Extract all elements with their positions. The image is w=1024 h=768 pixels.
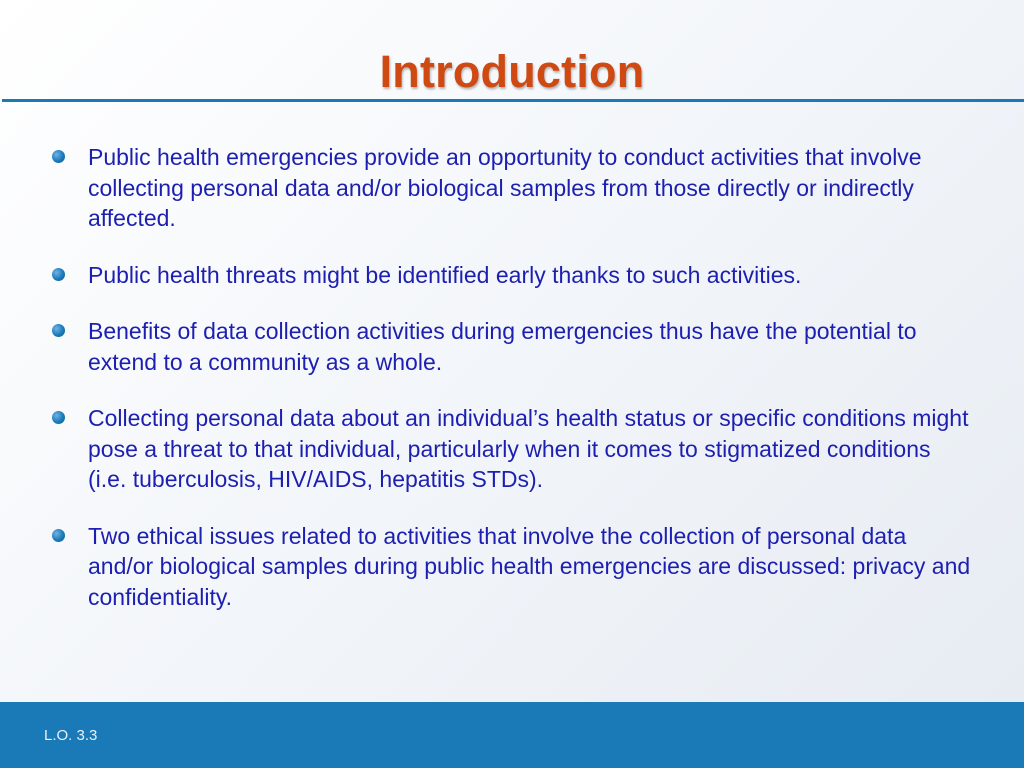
bullet-dot-icon	[52, 529, 65, 542]
bullet-dot-icon	[52, 411, 65, 424]
bullet-item	[52, 403, 972, 495]
bullet-text: Benefits of data collection activities during emergencies thus have the potential to extend to a community as a whole.	[88, 318, 917, 375]
bullet-list	[52, 142, 972, 638]
bullet-item	[52, 260, 972, 291]
bullet-text: Collecting personal data about an individual’s health status or specific conditions might pose a threat to that individual, particularly when it comes to stigmatized conditions (i.e. tuberculosis, HIV/AIDS, hepatitis STDs).	[88, 405, 969, 492]
bullet-dot-icon	[52, 150, 65, 163]
slide-title: Introduction	[379, 46, 645, 97]
bullet-item	[52, 521, 972, 613]
bullet-dot-icon	[52, 324, 65, 337]
bullet-item	[52, 142, 972, 234]
bullet-text: Public health emergencies provide an opportunity to conduct activities that involve collecting personal data and/or biological samples from those directly or indirectly affected.	[88, 144, 922, 231]
bullet-text: Two ethical issues related to activities that involve the collection of personal data and/or biological samples during public health emergencies are discussed: privacy and confidentiality.	[88, 522, 971, 610]
bullet-item	[52, 316, 972, 377]
footer-bar	[0, 702, 1024, 768]
bullet-dot-icon	[52, 268, 65, 281]
footer-label: L.O. 3.3	[44, 727, 98, 744]
bullet-text: Public health threats might be identified early thanks to such activities.	[88, 261, 802, 288]
title-divider	[2, 99, 1024, 102]
